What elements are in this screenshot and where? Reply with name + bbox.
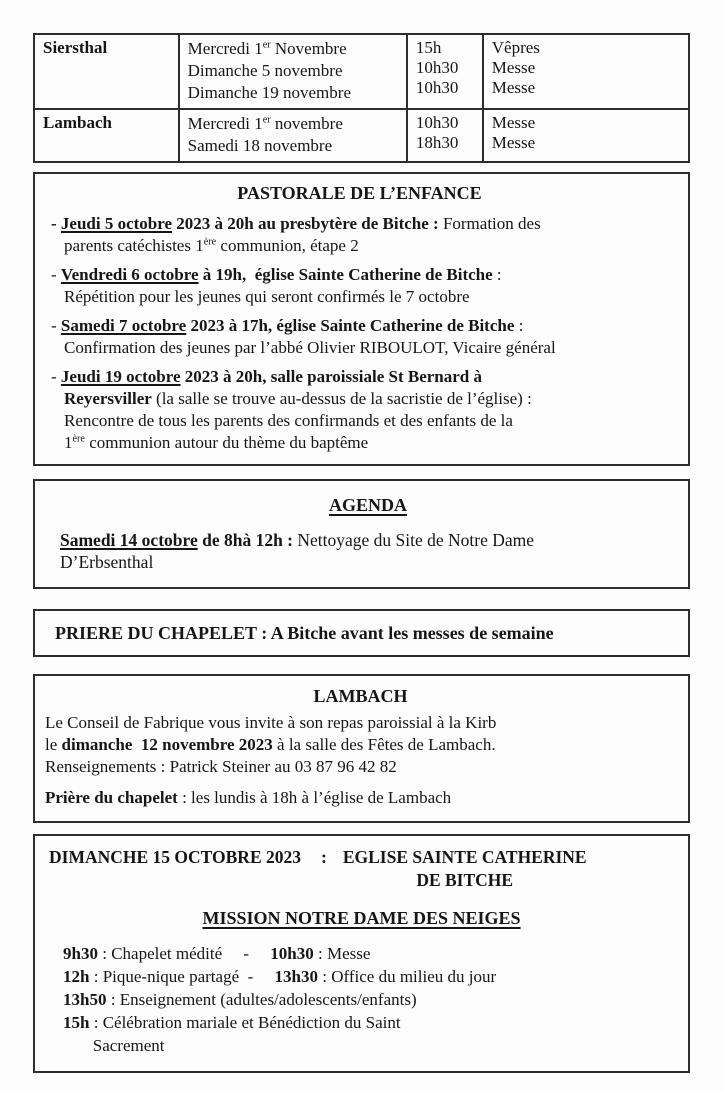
mission-section <box>33 834 690 1073</box>
mission-date: DIMANCHE 15 OCTOBRE 2023 <box>49 847 301 867</box>
table-row-siersthal <box>34 34 689 109</box>
pastorale-section <box>33 172 690 466</box>
service-cell <box>483 34 689 109</box>
date-cell <box>179 34 407 109</box>
time-cell <box>407 34 483 109</box>
date-cell <box>179 109 407 162</box>
service-value: Messe <box>491 133 536 152</box>
section-title: PASTORALE DE L’ENFANCE <box>237 183 482 203</box>
date-line: Dimanche 19 novembre <box>187 83 351 102</box>
table-row-lambach <box>34 109 689 162</box>
mission-separator: : <box>321 847 327 867</box>
mission-schedule-line: 15h : Célébration mariale et Bénédiction du Saint Sacrement <box>63 1013 401 1055</box>
lambach-section <box>33 674 690 823</box>
service-value: Messe <box>491 58 536 77</box>
event-item: - Jeudi 19 octobre 2023 à 20h, salle paroissiale St Bernard à Reyersviller (la salle se trouve au-dessus de la sacristie de l’église) : Rencontre de tous les parents des confirmands et des enfants de la 1ère communion autour du thème du baptême <box>51 367 532 452</box>
agenda-section <box>33 479 690 589</box>
mission-heading <box>47 846 676 892</box>
time-value: 10h30 <box>415 113 459 132</box>
date-line: Dimanche 5 novembre <box>187 61 343 80</box>
mission-schedule-line: 12h : Pique-nique partagé - 13h30 : Office du milieu du jour <box>63 967 497 986</box>
service-value: Messe <box>491 78 536 97</box>
section-title: AGENDA <box>328 495 407 515</box>
lambach-announcement: Le Conseil de Fabrique vous invite à son repas paroissial à la Kirb le dimanche 12 novembre 2023 à la salle des Fêtes de Lambach. Renseignements : Patrick Steiner au 03 87 96 42 82 <box>45 713 497 776</box>
event-item: - Vendredi 6 octobre à 19h, église Sainte Catherine de Bitche : Répétition pour les jeunes qui seront confirmés le 7 octobre <box>51 265 502 306</box>
time-cell <box>407 109 483 162</box>
mass-schedule-table <box>33 33 690 163</box>
mission-place-line1: EGLISE SAINTE CATHERINE <box>342 847 587 867</box>
event-item: - Samedi 7 octobre 2023 à 17h, église Sainte Catherine de Bitche : Confirmation des jeunes par l’abbé Olivier RIBOULOT, Vicaire général <box>51 316 556 357</box>
mission-subtitle: MISSION NOTRE DAME DES NEIGES <box>202 908 521 928</box>
chapelet-section <box>33 609 690 657</box>
mission-schedule-line: 13h50 : Enseignement (adultes/adolescents/enfants) <box>63 990 417 1009</box>
mission-place <box>343 846 587 892</box>
date-line: Mercredi 1er Novembre <box>187 39 347 58</box>
service-value: Messe <box>491 113 536 132</box>
time-value: 10h30 <box>415 78 459 97</box>
agenda-entry: Samedi 14 octobre de 8hà 12h : Nettoyage du Site de Notre Dame D’Erbsenthal <box>60 530 535 572</box>
section-title: LAMBACH <box>313 686 408 706</box>
time-value: 10h30 <box>415 58 459 77</box>
service-cell <box>483 109 689 162</box>
service-value: Vêpres <box>491 38 540 57</box>
date-line: Mercredi 1er novembre <box>187 114 343 133</box>
mission-schedule-line: 9h30 : Chapelet médité - 10h30 : Messe <box>63 944 371 963</box>
time-value: 15h <box>415 38 442 57</box>
time-value: 18h30 <box>415 133 459 152</box>
lambach-chapelet-note: Prière du chapelet : les lundis à 18h à l’église de Lambach <box>45 788 452 807</box>
commune-name: Siersthal <box>34 34 179 109</box>
chapelet-text: PRIERE DU CHAPELET : A Bitche avant les messes de semaine <box>55 623 554 643</box>
commune-name: Lambach <box>34 109 179 162</box>
event-item: - Jeudi 5 octobre 2023 à 20h au presbytère de Bitche : Formation des parents catéchistes 1ère communion, étape 2 <box>51 214 541 255</box>
date-line: Samedi 18 novembre <box>187 136 333 155</box>
mission-place-line2: DE BITCHE <box>416 870 514 890</box>
